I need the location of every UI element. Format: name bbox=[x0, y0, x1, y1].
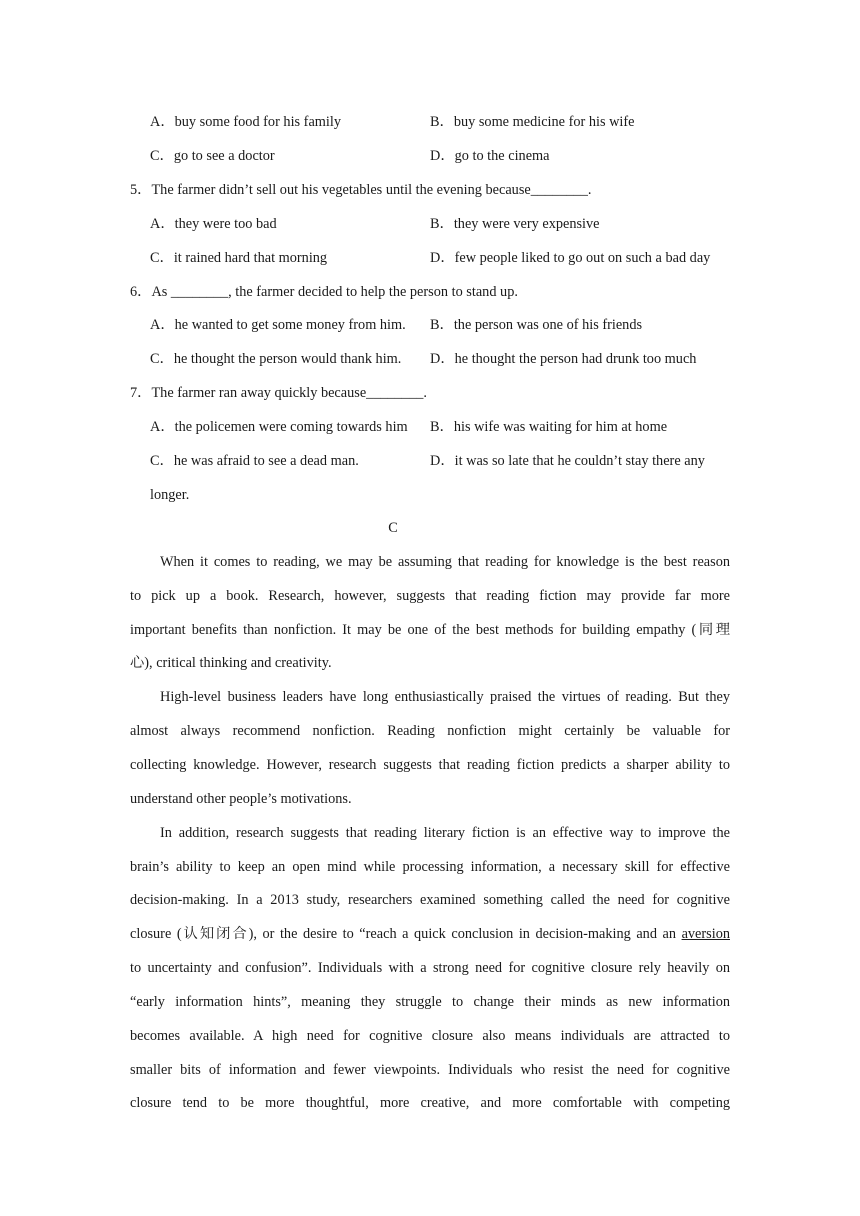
paragraph-1-line: important benefits than nonfiction. It may be one of the best methods for building empathy (同理 bbox=[130, 622, 730, 638]
q5-option-c: C．it rained hard that morning bbox=[150, 250, 328, 266]
paragraph-3-line: brain’s ability to keep an open mind while processing information, a necessary skill for effective bbox=[130, 859, 730, 875]
q6-option-d: D．he thought the person had drunk too much bbox=[430, 351, 697, 367]
paragraph-3-line: to uncertainty and confusion”. Individuals with a strong need for cognitive closure rely heavily on bbox=[130, 960, 730, 976]
q4-option-b: B．buy some medicine for his wife bbox=[430, 114, 635, 130]
paragraph-2-line: almost always recommend nonfiction. Reading nonfiction might certainly be valuable for bbox=[130, 723, 730, 739]
q6-option-b: B．the person was one of his friends bbox=[430, 317, 643, 333]
paragraph-3-text: closure (认知闭合), or the desire to “reach a quick conclusion in decision-making and an bbox=[130, 926, 682, 942]
paragraph-2-line: High-level business leaders have long enthusiastically praised the virtues of reading. But they bbox=[160, 689, 730, 705]
q6-option-a: A．he wanted to get some money from him. bbox=[150, 317, 406, 333]
q5-option-b: B．they were very expensive bbox=[430, 216, 600, 232]
paragraph-1-line: 心), critical thinking and creativity. bbox=[130, 655, 332, 671]
section-heading: C bbox=[388, 520, 398, 536]
paragraph-2-line: understand other people’s motivations. bbox=[130, 791, 352, 807]
paragraph-3-line: In addition, research suggests that reading literary fiction is an effective way to improve the bbox=[160, 825, 730, 841]
q7-stem: 7．The farmer ran away quickly because________. bbox=[130, 385, 427, 401]
q5-stem: 5．The farmer didn’t sell out his vegetables until the evening because________. bbox=[130, 182, 592, 198]
paragraph-3-line-with-underline bbox=[130, 924, 730, 944]
q7-option-b: B．his wife was waiting for him at home bbox=[430, 419, 668, 435]
q6-option-c: C．he thought the person would thank him. bbox=[150, 351, 402, 367]
paragraph-2-line: collecting knowledge. However, research suggests that reading fiction predicts a sharper ability to bbox=[130, 757, 730, 773]
underlined-word: aversion bbox=[681, 926, 730, 942]
q5-option-a: A．they were too bad bbox=[150, 216, 277, 232]
q4-option-c: C．go to see a doctor bbox=[150, 148, 275, 164]
paragraph-3-line: becomes available. A high need for cognitive closure also means individuals are attracted to bbox=[130, 1028, 730, 1044]
q7-option-a: A．the policemen were coming towards him bbox=[150, 419, 408, 435]
q5-option-d: D．few people liked to go out on such a bad day bbox=[430, 250, 711, 266]
paragraph-3-line: decision-making. In a 2013 study, researchers examined something called the need for cognitive bbox=[130, 892, 730, 908]
paragraph-1-line: to pick up a book. Research, however, suggests that reading fiction may provide far more bbox=[130, 588, 730, 604]
q4-option-d: D．go to the cinema bbox=[430, 148, 550, 164]
q7-option-d: D．it was so late that he couldn’t stay there any bbox=[430, 453, 705, 469]
paragraph-3-line: “early information hints”, meaning they struggle to change their minds as new information bbox=[130, 994, 730, 1010]
q7-option-c: C．he was afraid to see a dead man. bbox=[150, 453, 359, 469]
paragraph-3-line: smaller bits of information and fewer viewpoints. Individuals who resist the need for cognitive bbox=[130, 1062, 730, 1078]
q4-option-a: A．buy some food for his family bbox=[150, 114, 341, 130]
paragraph-3-line: closure tend to be more thoughtful, more creative, and more comfortable with competing bbox=[130, 1095, 730, 1111]
q7-option-d-continued: longer. bbox=[150, 487, 190, 503]
q6-stem: 6．As ________, the farmer decided to help the person to stand up. bbox=[130, 284, 518, 300]
paragraph-1-line: When it comes to reading, we may be assuming that reading for knowledge is the best reason bbox=[160, 554, 730, 570]
